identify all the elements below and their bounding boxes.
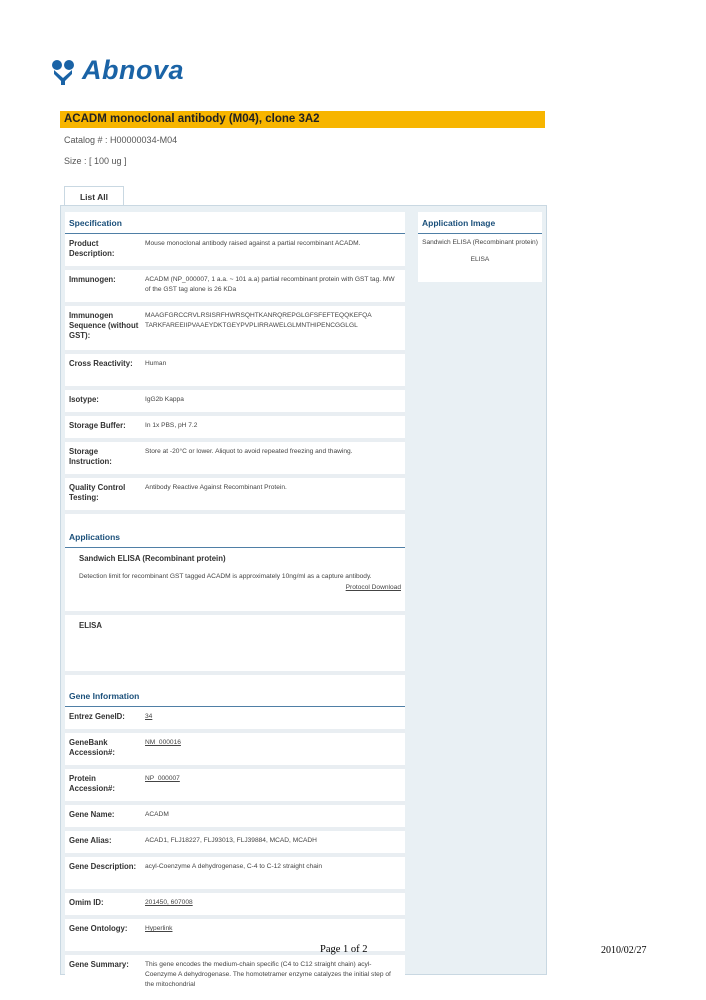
gene-label: Gene Summary: — [69, 960, 129, 969]
gene-label: Omim ID: — [69, 898, 104, 907]
spec-label: Product Description: — [69, 239, 115, 258]
gene-label: Gene Ontology: — [69, 924, 128, 933]
gene-value: This gene encodes the medium-chain specific (C4 to C12 straight chain) acyl-Coenzyme A dehydrogenase. The homotetramer enzyme catalyzes the initial step of the mitochondrial — [145, 961, 391, 988]
brand-name: Abnova — [82, 55, 185, 85]
gene-label: Entrez GeneID: — [69, 712, 125, 721]
gene-value: ACAD1, FLJ18227, FLJ93013, FLJ39884, MCAD, MCADH — [145, 837, 317, 844]
spec-value: IgG2b Kappa — [145, 396, 184, 403]
application-image-caption: Sandwich ELISA (Recombinant protein) — [422, 239, 538, 246]
application-image-panel — [418, 212, 542, 282]
omim-link[interactable]: 201450, 607008 — [145, 899, 193, 906]
main-content — [65, 212, 405, 987]
spec-label: Immunogen: — [69, 275, 116, 284]
spec-row — [65, 270, 405, 306]
spec-value: Mouse monoclonal antibody raised against a partial recombinant ACADM. — [145, 240, 361, 247]
protocol-download-link[interactable]: Protocol Download — [345, 584, 401, 591]
spec-label: Isotype: — [69, 395, 99, 404]
application-image-heading: Application Image — [418, 212, 542, 234]
gene-value: acyl-Coenzyme A dehydrogenase, C-4 to C-12 straight chain — [145, 863, 323, 870]
product-size: Size : [ 100 ug ] — [64, 156, 127, 166]
gene-label: GeneBank Accession#: — [69, 738, 115, 757]
spec-row — [65, 354, 405, 390]
page-number: Page 1 of 2 — [320, 944, 368, 955]
spec-value: Human — [145, 360, 167, 367]
spec-value: ACADM (NP_000007, 1 a.a. ~ 101 a.a) partial recombinant protein with GST tag. MW of the GST tag alone is 26 KDa — [145, 276, 395, 293]
gene-row — [65, 733, 405, 769]
spec-value: MAAGFGRCCRVLRSISRFHWRSQHTKANRQREPGLGFSFEFTEQQKEFQA TARKFAREEIIPVAAEYDKTGEYPVPLIRRAWELGLMNTHIPENCGGLGL — [145, 312, 372, 329]
gene-label: Gene Description: — [69, 862, 137, 871]
gene-row — [65, 955, 405, 987]
abnova-logo-icon — [48, 56, 78, 86]
spec-label: Quality Control Testing: — [69, 483, 126, 502]
spec-label: Immunogen Sequence (without GST): — [69, 311, 139, 340]
gene-row — [65, 805, 405, 831]
spec-value: In 1x PBS, pH 7.2 — [145, 422, 198, 429]
entrez-gene-link[interactable]: 34 — [145, 713, 153, 720]
spec-label: Storage Instruction: — [69, 447, 112, 466]
spec-label: Cross Reactivity: — [69, 359, 133, 368]
specification-heading: Specification — [65, 212, 405, 234]
gene-row — [65, 769, 405, 805]
application-description: Detection limit for recombinant GST tagged ACADM is approximately 10ng/ml as a capture antibody. — [79, 573, 372, 580]
gene-row — [65, 893, 405, 919]
spec-row — [65, 478, 405, 514]
application-title: Sandwich ELISA (Recombinant protein) — [79, 554, 226, 563]
gene-row — [65, 707, 405, 733]
application-image-caption: ELISA — [470, 256, 490, 263]
genebank-link[interactable]: NM_000016 — [145, 739, 181, 746]
tab-list-all[interactable]: List All — [64, 186, 124, 206]
gene-information-heading: Gene Information — [65, 685, 405, 707]
catalog-number: Catalog # : H00000034-M04 — [64, 135, 178, 145]
applications-heading: Applications — [65, 526, 405, 548]
spec-row — [65, 442, 405, 478]
spec-row — [65, 390, 405, 416]
print-date: 2010/02/27 — [601, 945, 647, 956]
gene-row — [65, 857, 405, 893]
gene-value: ACADM — [145, 811, 169, 818]
spec-row — [65, 234, 405, 270]
gene-label: Gene Name: — [69, 810, 115, 819]
gene-row — [65, 831, 405, 857]
brand-logo — [48, 55, 184, 86]
spec-value: Antibody Reactive Against Recombinant Protein. — [145, 484, 287, 491]
spec-row — [65, 416, 405, 442]
spec-value: Store at -20°C or lower. Aliquot to avoid repeated freezing and thawing. — [145, 448, 353, 455]
spec-row — [65, 306, 405, 354]
gene-label: Protein Accession#: — [69, 774, 115, 793]
protein-accession-link[interactable]: NP_000007 — [145, 775, 180, 782]
spec-label: Storage Buffer: — [69, 421, 126, 430]
application-title: ELISA — [79, 621, 102, 630]
product-title: ACADM monoclonal antibody (M04), clone 3A2 — [60, 111, 545, 128]
gene-label: Gene Alias: — [69, 836, 112, 845]
gene-ontology-link[interactable]: Hyperlink — [145, 925, 173, 932]
